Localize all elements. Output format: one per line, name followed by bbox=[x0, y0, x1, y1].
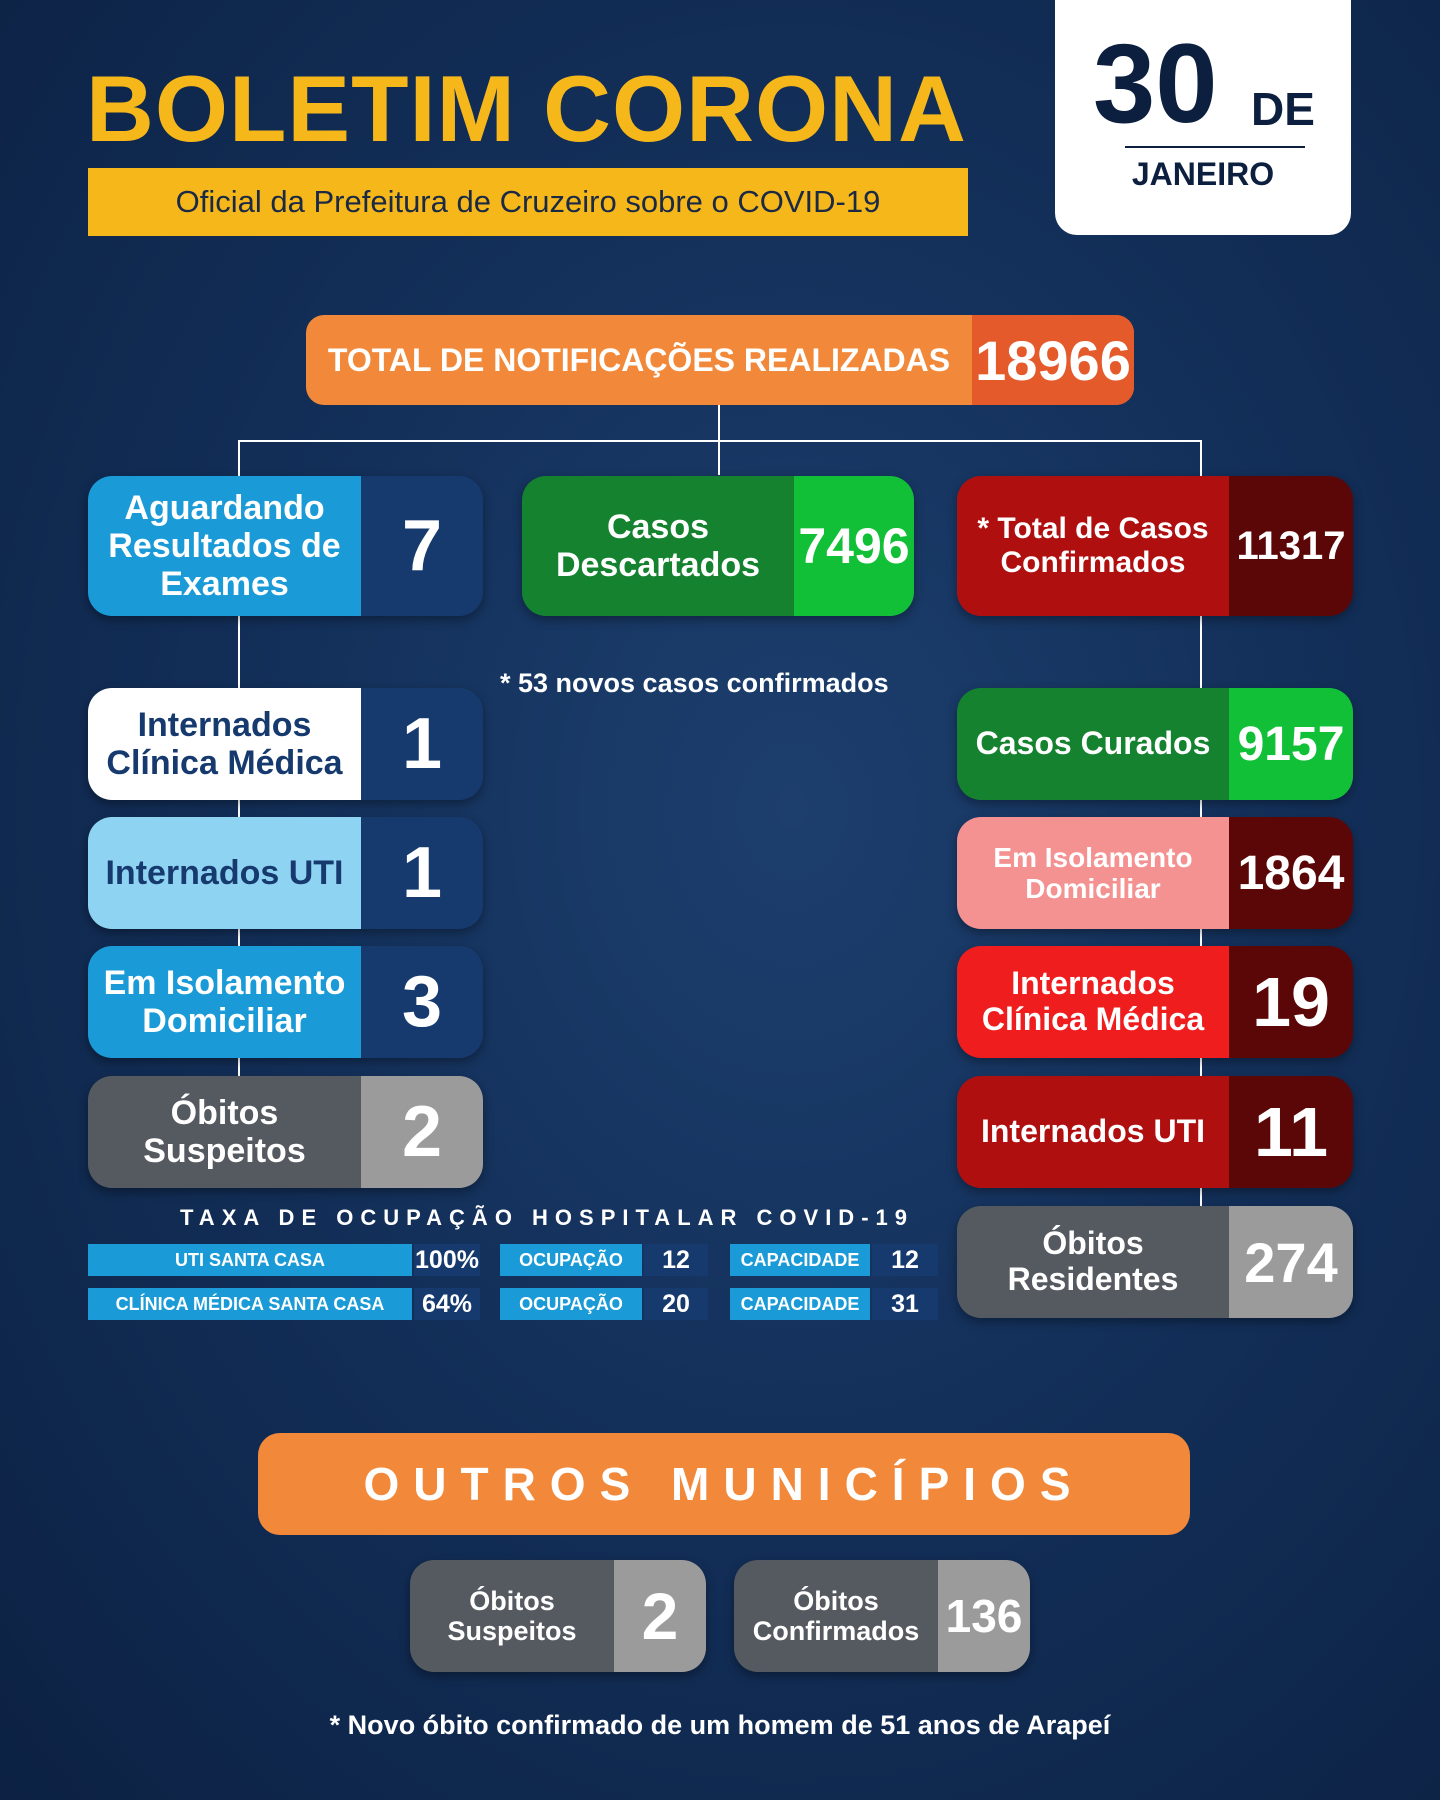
left-hospitalized-icu-value: 1 bbox=[361, 817, 483, 929]
confirmed-cases-value: 11317 bbox=[1229, 476, 1353, 616]
left-suspected-deaths-card bbox=[88, 1076, 483, 1188]
total-notifications-value: 18966 bbox=[972, 315, 1134, 405]
left-hospitalized-icu-card bbox=[88, 817, 483, 929]
recovered-cases-label: Casos Curados bbox=[957, 688, 1229, 800]
total-notifications bbox=[306, 315, 1134, 405]
occupancy-row-percent: 64% bbox=[414, 1288, 480, 1320]
right-hospitalized-clinic-label: Internados Clínica Médica bbox=[957, 946, 1229, 1058]
left-hospitalized-clinic-label: Internados Clínica Médica bbox=[88, 688, 361, 800]
other-confirmed-deaths-value: 136 bbox=[938, 1560, 1030, 1672]
right-hospitalized-icu-value: 11 bbox=[1229, 1076, 1353, 1188]
left-home-isolation-value: 3 bbox=[361, 946, 483, 1058]
occupancy-ocup-label: OCUPAÇÃO bbox=[500, 1244, 642, 1276]
discarded-cases-label: Casos Descartados bbox=[522, 476, 794, 616]
right-home-isolation-card bbox=[957, 817, 1353, 929]
other-suspected-deaths-label: Óbitos Suspeitos bbox=[410, 1560, 614, 1672]
occupancy-ocup-label: OCUPAÇÃO bbox=[500, 1288, 642, 1320]
other-municipalities-title: OUTROS MUNICÍPIOS bbox=[258, 1433, 1190, 1535]
confirmed-cases-card bbox=[957, 476, 1353, 616]
date-day: 30 bbox=[1093, 21, 1218, 146]
discarded-cases-card bbox=[522, 476, 914, 616]
right-home-isolation-value: 1864 bbox=[1229, 817, 1353, 929]
left-home-isolation-label: Em Isolamento Domiciliar bbox=[88, 946, 361, 1058]
resident-deaths-card bbox=[957, 1206, 1353, 1318]
right-hospitalized-icu-card bbox=[957, 1076, 1353, 1188]
resident-deaths-value: 274 bbox=[1229, 1206, 1353, 1318]
awaiting-results-label: Aguardando Resultados de Exames bbox=[88, 476, 361, 616]
left-hospitalized-clinic-value: 1 bbox=[361, 688, 483, 800]
date-card bbox=[1055, 0, 1351, 235]
date-divider bbox=[1125, 146, 1305, 148]
resident-deaths-label: Óbitos Residentes bbox=[957, 1206, 1229, 1318]
occupancy-cap-label: CAPACIDADE bbox=[730, 1244, 870, 1276]
new-cases-note: * 53 novos casos confirmados bbox=[500, 668, 889, 698]
bulletin-title: BOLETIM CORONA bbox=[86, 56, 967, 161]
discarded-cases-value: 7496 bbox=[794, 476, 914, 616]
occupancy-row-label: CLÍNICA MÉDICA SANTA CASA bbox=[88, 1288, 412, 1320]
footnote: * Novo óbito confirmado de um homem de 51 anos de Arapeí bbox=[329, 1710, 1111, 1740]
left-suspected-deaths-value: 2 bbox=[361, 1076, 483, 1188]
date-month: JANEIRO bbox=[1131, 156, 1275, 192]
other-suspected-deaths-value: 2 bbox=[614, 1560, 706, 1672]
occupancy-row-percent: 100% bbox=[414, 1244, 480, 1276]
connector-line bbox=[238, 440, 1202, 442]
occupancy-cap-value: 31 bbox=[872, 1288, 938, 1320]
occupancy-title: TAXA DE OCUPAÇÃO HOSPITALAR COVID-19 bbox=[180, 1205, 914, 1230]
left-hospitalized-icu-label: Internados UTI bbox=[88, 817, 361, 929]
other-suspected-deaths-card bbox=[410, 1560, 706, 1672]
right-hospitalized-clinic-card bbox=[957, 946, 1353, 1058]
occupancy-ocup-value: 12 bbox=[644, 1244, 708, 1276]
occupancy-ocup-value: 20 bbox=[644, 1288, 708, 1320]
occupancy-cap-value: 12 bbox=[872, 1244, 938, 1276]
left-hospitalized-clinic-card bbox=[88, 688, 483, 800]
recovered-cases-value: 9157 bbox=[1229, 688, 1353, 800]
other-confirmed-deaths-label: Óbitos Confirmados bbox=[734, 1560, 938, 1672]
awaiting-results-card bbox=[88, 476, 483, 616]
confirmed-cases-label: * Total de Casos Confirmados bbox=[957, 476, 1229, 616]
occupancy-cap-label: CAPACIDADE bbox=[730, 1288, 870, 1320]
left-suspected-deaths-label: Óbitos Suspeitos bbox=[88, 1076, 361, 1188]
date-de: DE bbox=[1251, 83, 1315, 135]
left-home-isolation-card bbox=[88, 946, 483, 1058]
total-notifications-label: TOTAL DE NOTIFICAÇÕES REALIZADAS bbox=[327, 341, 951, 378]
right-home-isolation-label: Em Isolamento Domiciliar bbox=[957, 817, 1229, 929]
awaiting-results-value: 7 bbox=[361, 476, 483, 616]
occupancy-row-label: UTI SANTA CASA bbox=[88, 1244, 412, 1276]
other-confirmed-deaths-card bbox=[734, 1560, 1030, 1672]
right-hospitalized-clinic-value: 19 bbox=[1229, 946, 1353, 1058]
bulletin-subtitle: Oficial da Prefeitura de Cruzeiro sobre o COVID-19 bbox=[88, 168, 968, 236]
right-hospitalized-icu-label: Internados UTI bbox=[957, 1076, 1229, 1188]
recovered-cases-card bbox=[957, 688, 1353, 800]
